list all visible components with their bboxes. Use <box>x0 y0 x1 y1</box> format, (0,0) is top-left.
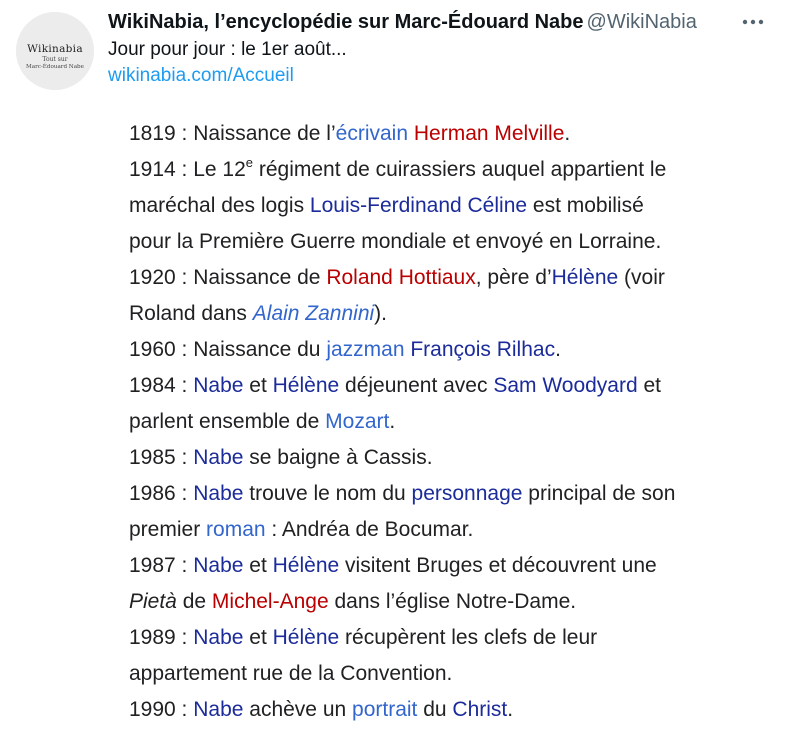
entry-text: appartement rue de la Convention. <box>129 662 453 685</box>
entry-text: du <box>417 698 453 721</box>
entry-text: principal de son <box>522 482 676 505</box>
link-personnage[interactable]: personnage <box>411 482 523 505</box>
entry-year: 1819 : <box>129 122 188 145</box>
more-options-button[interactable] <box>740 10 766 34</box>
link-alain-zannini[interactable]: Alain Zannini <box>252 302 375 325</box>
avatar[interactable] <box>16 12 94 90</box>
entry-1920 <box>129 260 739 332</box>
link-herman-melville[interactable]: Herman Melville <box>413 122 565 145</box>
entry-1914 <box>129 152 739 260</box>
entry-text: et <box>243 626 273 649</box>
entry-line <box>129 188 739 224</box>
entry-1984 <box>129 368 739 440</box>
entry-line <box>129 692 739 728</box>
entry-line <box>129 404 739 440</box>
wikinabia-logo <box>16 12 94 90</box>
link-nabe[interactable]: Nabe <box>193 446 244 469</box>
entry-line <box>129 620 739 656</box>
entry-1989 <box>129 620 739 692</box>
svg-text:Wikinabia: Wikinabia <box>27 43 83 55</box>
entry-year: 1986 : <box>129 482 188 505</box>
entry-text: ). <box>374 302 387 325</box>
link-helene[interactable]: Hélène <box>272 374 340 397</box>
link-ecrivain[interactable]: écrivain <box>335 122 409 145</box>
entry-line <box>129 548 739 584</box>
entry-text: . <box>507 698 514 721</box>
entry-text: trouve le nom du <box>243 482 412 505</box>
entry-text: régiment de cuirassiers auquel appartient le <box>253 158 667 181</box>
tweet-media-image[interactable] <box>107 104 743 745</box>
entry-line <box>129 476 739 512</box>
entry-year: 1920 : <box>129 266 188 289</box>
entry-text: Naissance de l’ <box>187 122 336 145</box>
entry-1819 <box>129 116 739 152</box>
entry-1985 <box>129 440 739 476</box>
entry-line <box>129 152 739 188</box>
entry-line <box>129 368 739 404</box>
entry-text: . <box>564 122 571 145</box>
entry-text: et <box>637 374 662 397</box>
entry-text: . <box>555 338 561 361</box>
entry-1986 <box>129 476 739 548</box>
entry-1990 <box>129 692 739 728</box>
user-handle[interactable]: @WikiNabia <box>586 11 697 33</box>
entry-year: 1987 : <box>129 554 188 577</box>
entry-line <box>129 512 739 548</box>
entry-line <box>129 116 739 152</box>
link-christ[interactable]: Christ <box>452 698 508 721</box>
superscript: e <box>245 155 254 170</box>
link-francois-rilhac[interactable]: François Rilhac <box>410 338 556 361</box>
link-helene[interactable]: Hélène <box>272 554 340 577</box>
entry-year: 1989 : <box>129 626 188 649</box>
svg-text:Marc-Édouard Nabe: Marc-Édouard Nabe <box>26 64 84 70</box>
entry-text: et <box>243 554 273 577</box>
entry-text: dans l’église Notre-Dame. <box>328 590 577 613</box>
entry-line <box>129 224 739 260</box>
entry-text: : Andréa de Bocumar. <box>265 518 474 541</box>
entry-text: parlent ensemble de <box>129 410 326 433</box>
tweet-link[interactable]: wikinabia.com/Accueil <box>108 65 294 86</box>
link-roman[interactable]: roman <box>206 518 266 541</box>
entry-text: maréchal des logis <box>129 194 310 217</box>
entry-text: visitent Bruges et découvrent une <box>339 554 657 577</box>
entry-text: Le 12 <box>187 158 246 181</box>
entry-text: , père d’ <box>475 266 552 289</box>
link-mozart[interactable]: Mozart <box>325 410 390 433</box>
entry-text: . <box>389 410 396 433</box>
tweet-header <box>108 8 748 36</box>
svg-text:Tout sur: Tout sur <box>42 56 68 63</box>
more-dots-icon <box>742 19 764 25</box>
entry-line <box>129 656 739 692</box>
entry-text: déjeunent avec <box>339 374 494 397</box>
link-nabe[interactable]: Nabe <box>193 626 244 649</box>
entry-line <box>129 260 739 296</box>
entry-text: (voir <box>618 266 665 289</box>
link-portrait[interactable]: portrait <box>352 698 418 721</box>
entry-year: 1985 : <box>129 446 188 469</box>
entry-line <box>129 296 739 332</box>
link-roland-hottiaux[interactable]: Roland Hottiaux <box>326 266 476 289</box>
entry-text: et <box>243 374 273 397</box>
entry-1987 <box>129 548 739 620</box>
display-name[interactable]: WikiNabia, l’encyclopédie sur Marc-Édouard Nabe <box>108 11 584 33</box>
link-nabe[interactable]: Nabe <box>193 698 244 721</box>
entry-italic-text: Pietà <box>129 590 177 613</box>
link-helene[interactable]: Hélène <box>551 266 619 289</box>
entry-line <box>129 332 739 368</box>
entry-year: 1990 : <box>129 698 188 721</box>
link-michel-ange[interactable]: Michel-Ange <box>211 590 329 613</box>
link-jazzman[interactable]: jazzman <box>326 338 405 361</box>
link-nabe[interactable]: Nabe <box>193 482 244 505</box>
entry-text: récupèrent les clefs de leur <box>339 626 598 649</box>
entry-text: se baigne à Cassis. <box>243 446 433 469</box>
link-sam-woodyard[interactable]: Sam Woodyard <box>493 374 638 397</box>
link-louis-ferdinand-celine[interactable]: Louis-Ferdinand Céline <box>309 194 528 217</box>
link-helene[interactable]: Hélène <box>272 626 340 649</box>
entry-text: pour la Première Guerre mondiale et envoyé en Lorraine. <box>129 230 662 253</box>
entry-text: premier <box>129 518 207 541</box>
entry-year: 1984 : <box>129 374 188 397</box>
link-nabe[interactable]: Nabe <box>193 374 244 397</box>
entry-1960 <box>129 332 739 368</box>
entry-text: de <box>176 590 212 613</box>
entry-text: Naissance de <box>187 266 327 289</box>
entry-line <box>129 440 739 476</box>
entry-year: 1960 : <box>129 338 188 361</box>
entry-text: Naissance du <box>187 338 327 361</box>
entry-year: 1914 : <box>129 158 188 181</box>
entry-text: est mobilisé <box>527 194 644 217</box>
link-nabe[interactable]: Nabe <box>193 554 244 577</box>
entry-line <box>129 584 739 620</box>
entry-text: Roland dans <box>129 302 253 325</box>
entry-text: achève un <box>243 698 353 721</box>
tweet-text: Jour pour jour : le 1er août... <box>108 39 347 60</box>
